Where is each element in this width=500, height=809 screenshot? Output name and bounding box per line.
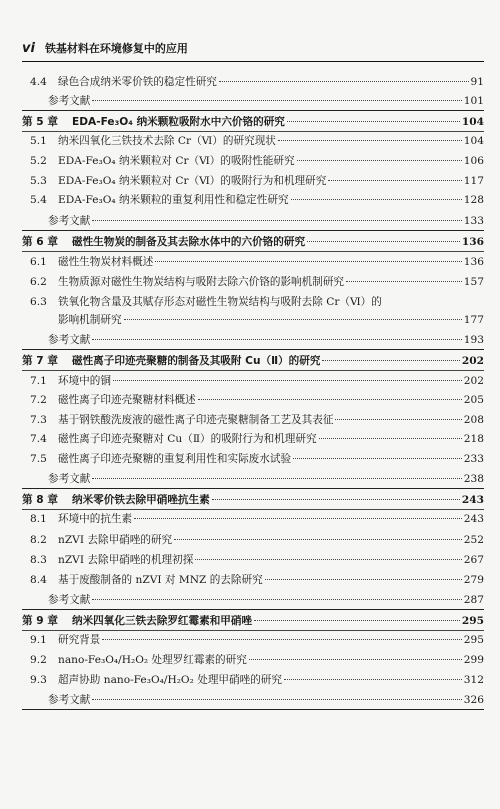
toc-page-number: 193	[463, 334, 484, 346]
toc-page-number: 202	[463, 375, 484, 387]
toc-page-number: 104	[463, 135, 484, 147]
toc-leader-dots	[155, 261, 461, 262]
toc-leader-dots	[322, 360, 459, 361]
toc-number: 第 7 章	[22, 355, 58, 367]
toc-divider	[22, 349, 484, 350]
toc-reference-row	[22, 95, 484, 108]
toc-divider	[22, 609, 484, 610]
toc-page-number: 243	[461, 494, 484, 506]
toc-leader-dots	[287, 121, 460, 122]
toc-divider	[22, 230, 484, 231]
toc-section-row	[22, 155, 484, 168]
toc-page-number: 157	[463, 276, 484, 288]
toc-number: 7.2	[30, 394, 47, 406]
toc-number: 8.2	[30, 534, 47, 546]
toc-title: nano-Fe₃O₄/H₂O₂ 处理罗红霉素的研究	[58, 654, 247, 666]
toc-page-number: 295	[461, 615, 484, 627]
toc-page-number: 104	[461, 116, 484, 128]
toc-page-number: 299	[463, 654, 484, 666]
toc-number: 第 5 章	[22, 116, 58, 128]
toc-leader-dots	[113, 380, 462, 381]
toc-reference-row	[22, 334, 484, 347]
toc-page-number: 238	[463, 473, 484, 485]
toc-chapter-row	[22, 615, 484, 628]
header-book-title: 铁基材料在环境修复中的应用	[44, 42, 188, 55]
toc-section-row	[22, 296, 484, 309]
toc-title: 环境中的抗生素	[58, 513, 133, 525]
toc-page-number: 279	[463, 574, 484, 586]
toc-section-row	[22, 256, 484, 269]
toc-page-number: 136	[463, 256, 484, 268]
toc-page-number: 218	[463, 433, 484, 445]
toc-leader-dots	[335, 419, 461, 420]
toc-chapter-row	[22, 236, 484, 249]
toc-title: 磁性离子印迹壳聚糖的制备及其吸附 Cu（Ⅱ）的研究	[72, 355, 321, 367]
toc-title: nZVI 去除甲硝唑的研究	[58, 534, 173, 546]
toc-page-number: 136	[461, 236, 484, 248]
toc-number: 5.3	[30, 175, 47, 187]
toc-section-row	[22, 433, 484, 446]
toc-page-number: 106	[463, 155, 484, 167]
toc-leader-dots	[92, 100, 461, 101]
toc-title: EDA-Fe₃O₄ 纳米颗粒对 Cr（Ⅵ）的吸附行为和机理研究	[58, 175, 327, 187]
toc-leader-dots	[134, 518, 462, 519]
toc-number: 7.4	[30, 433, 47, 445]
toc-title: 参考文献	[48, 95, 91, 107]
toc-title: 纳米零价铁去除甲硝唑抗生素	[72, 494, 210, 506]
toc-number: 第 9 章	[22, 615, 58, 627]
toc-title: 参考文献	[48, 334, 91, 346]
toc-title: 纳米四氧化三铁技术去除 Cr（Ⅵ）的研究现状	[58, 135, 276, 147]
toc-number: 6.1	[30, 256, 47, 268]
toc-title: 环境中的铜	[58, 375, 111, 387]
toc-title: EDA-Fe₃O₄ 纳米颗粒对 Cr（Ⅵ）的吸附性能研究	[58, 155, 295, 167]
toc-divider	[22, 251, 484, 252]
toc-leader-dots	[297, 160, 462, 161]
toc-section-row	[22, 453, 484, 466]
toc-page-number: 202	[461, 355, 484, 367]
toc-page-number: 267	[463, 554, 484, 566]
toc-title: EDA-Fe₃O₄ 纳米颗粒的重复利用性和稳定性研究	[58, 194, 289, 206]
toc-leader-dots	[92, 339, 461, 340]
toc-section-row	[22, 135, 484, 148]
toc-divider	[22, 709, 484, 710]
toc-section-row	[22, 634, 484, 647]
toc-page-number: 91	[470, 76, 484, 88]
toc-page-number: 312	[463, 674, 484, 686]
toc-section-row	[22, 414, 484, 427]
toc-number: 7.5	[30, 453, 47, 465]
toc-title: 生物质源对磁性生物炭结构与吸附去除六价铬的影响机制研究	[58, 276, 345, 288]
toc-divider	[22, 509, 484, 510]
toc-leader-dots	[278, 140, 462, 141]
toc-title: 基于钢铁酸洗废液的磁性离子印迹壳聚糖制备工艺及其表征	[58, 414, 334, 426]
toc-divider	[22, 488, 484, 489]
toc-title: 基于废酸制备的 nZVI 对 MNZ 的去除研究	[58, 574, 263, 586]
toc-number: 9.1	[30, 634, 47, 646]
toc-leader-dots	[346, 281, 462, 282]
toc-leader-dots	[124, 319, 462, 320]
toc-number: 第 8 章	[22, 494, 58, 506]
toc-title: 超声协助 nano-Fe₃O₄/H₂O₂ 处理甲硝唑的研究	[58, 674, 282, 686]
toc-number: 4.4	[30, 76, 47, 88]
toc-section-row	[22, 654, 484, 667]
toc-number: 8.4	[30, 574, 47, 586]
toc-page-number: 133	[463, 215, 484, 227]
toc-leader-dots	[319, 438, 462, 439]
toc-leader-dots	[92, 220, 461, 221]
toc-leader-dots	[198, 399, 462, 400]
toc-leader-dots	[293, 458, 462, 459]
toc-leader-dots	[219, 81, 469, 82]
toc-number: 8.3	[30, 554, 47, 566]
toc-reference-row	[22, 473, 484, 486]
toc-page-number: 208	[463, 414, 484, 426]
toc-number: 6.3	[30, 296, 47, 308]
toc-leader-dots	[291, 199, 462, 200]
toc-page-number: 287	[463, 594, 484, 606]
toc-chapter-row	[22, 355, 484, 368]
toc-section-row	[22, 276, 484, 289]
toc-leader-dots	[265, 579, 462, 580]
toc-leader-dots	[249, 659, 462, 660]
toc-section-row	[22, 375, 484, 388]
toc-title: 磁性离子印迹壳聚糖对 Cu（Ⅱ）的吸附行为和机理研究	[58, 433, 317, 445]
toc-title: 磁性离子印迹壳聚糖材料概述	[58, 394, 196, 406]
toc-page-number: 326	[463, 694, 484, 706]
toc-page-number: 243	[463, 513, 484, 525]
toc-number: 8.1	[30, 513, 47, 525]
header-divider	[22, 61, 484, 62]
toc-number: 5.1	[30, 135, 47, 147]
toc-leader-dots	[284, 679, 462, 680]
toc-section-row	[22, 534, 484, 547]
toc-leader-dots	[92, 599, 461, 600]
toc-section-row	[22, 394, 484, 407]
toc-page-number: 252	[463, 534, 484, 546]
toc-continuation-row	[22, 314, 484, 327]
toc-leader-dots	[174, 539, 462, 540]
toc-title: 纳米四氧化三铁去除罗红霉素和甲硝唑	[72, 615, 253, 627]
toc-leader-dots	[328, 180, 461, 181]
toc-leader-dots	[254, 620, 460, 621]
toc-number: 6.2	[30, 276, 47, 288]
toc-page-number: 101	[463, 95, 484, 107]
toc-section-row	[22, 674, 484, 687]
toc-leader-dots	[195, 559, 461, 560]
toc-divider	[22, 370, 484, 371]
toc-section-row	[22, 554, 484, 567]
toc-number: 9.3	[30, 674, 47, 686]
header-page-number: vi	[22, 41, 35, 56]
toc-title: 铁氧化物含量及其赋存形态对磁性生物炭结构与吸附去除 Cr（Ⅵ）的	[58, 296, 382, 308]
toc-title: 影响机制研究	[58, 314, 122, 326]
toc-leader-dots	[92, 699, 461, 700]
toc-section-row	[22, 175, 484, 188]
toc-divider	[22, 110, 484, 111]
toc-title: 参考文献	[48, 694, 91, 706]
toc-section-row	[22, 76, 484, 89]
toc-title: 磁性离子印迹壳聚糖的重复利用性和实际废水试验	[58, 453, 292, 465]
toc-title: 绿色合成纳米零价铁的稳定性研究	[58, 76, 217, 88]
toc-title: 磁性生物炭材料概述	[58, 256, 154, 268]
toc-title: 参考文献	[48, 594, 91, 606]
toc-leader-dots	[102, 639, 461, 640]
toc-number: 7.1	[30, 375, 47, 387]
toc-number: 7.3	[30, 414, 47, 426]
toc-page-number: 128	[463, 194, 484, 206]
toc-divider	[22, 630, 484, 631]
toc-leader-dots	[307, 241, 460, 242]
toc-title: 研究背景	[58, 634, 101, 646]
toc-number: 5.2	[30, 155, 47, 167]
toc-title: EDA-Fe₃O₄ 纳米颗粒吸附水中六价铬的研究	[72, 116, 285, 128]
toc-divider	[22, 131, 484, 132]
toc-leader-dots	[212, 499, 460, 500]
toc-page-number: 205	[463, 394, 484, 406]
toc-chapter-row	[22, 116, 484, 129]
toc-section-row	[22, 513, 484, 526]
toc-reference-row	[22, 694, 484, 707]
toc-number: 第 6 章	[22, 236, 58, 248]
toc-page-number: 233	[463, 453, 484, 465]
toc-number: 5.4	[30, 194, 47, 206]
toc-reference-row	[22, 594, 484, 607]
toc-title: 磁性生物炭的制备及其去除水体中的六价铬的研究	[72, 236, 306, 248]
toc-title: nZVI 去除甲硝唑的机理初探	[58, 554, 194, 566]
toc-section-row	[22, 194, 484, 207]
toc-section-row	[22, 574, 484, 587]
toc-reference-row	[22, 215, 484, 228]
toc-number: 9.2	[30, 654, 47, 666]
toc-leader-dots	[92, 478, 461, 479]
running-header	[22, 40, 482, 58]
toc-chapter-row	[22, 494, 484, 507]
toc-page-number: 117	[463, 175, 484, 187]
toc-page-number: 295	[463, 634, 484, 646]
toc-title: 参考文献	[48, 215, 91, 227]
toc-title: 参考文献	[48, 473, 91, 485]
toc-page-number: 177	[463, 314, 484, 326]
